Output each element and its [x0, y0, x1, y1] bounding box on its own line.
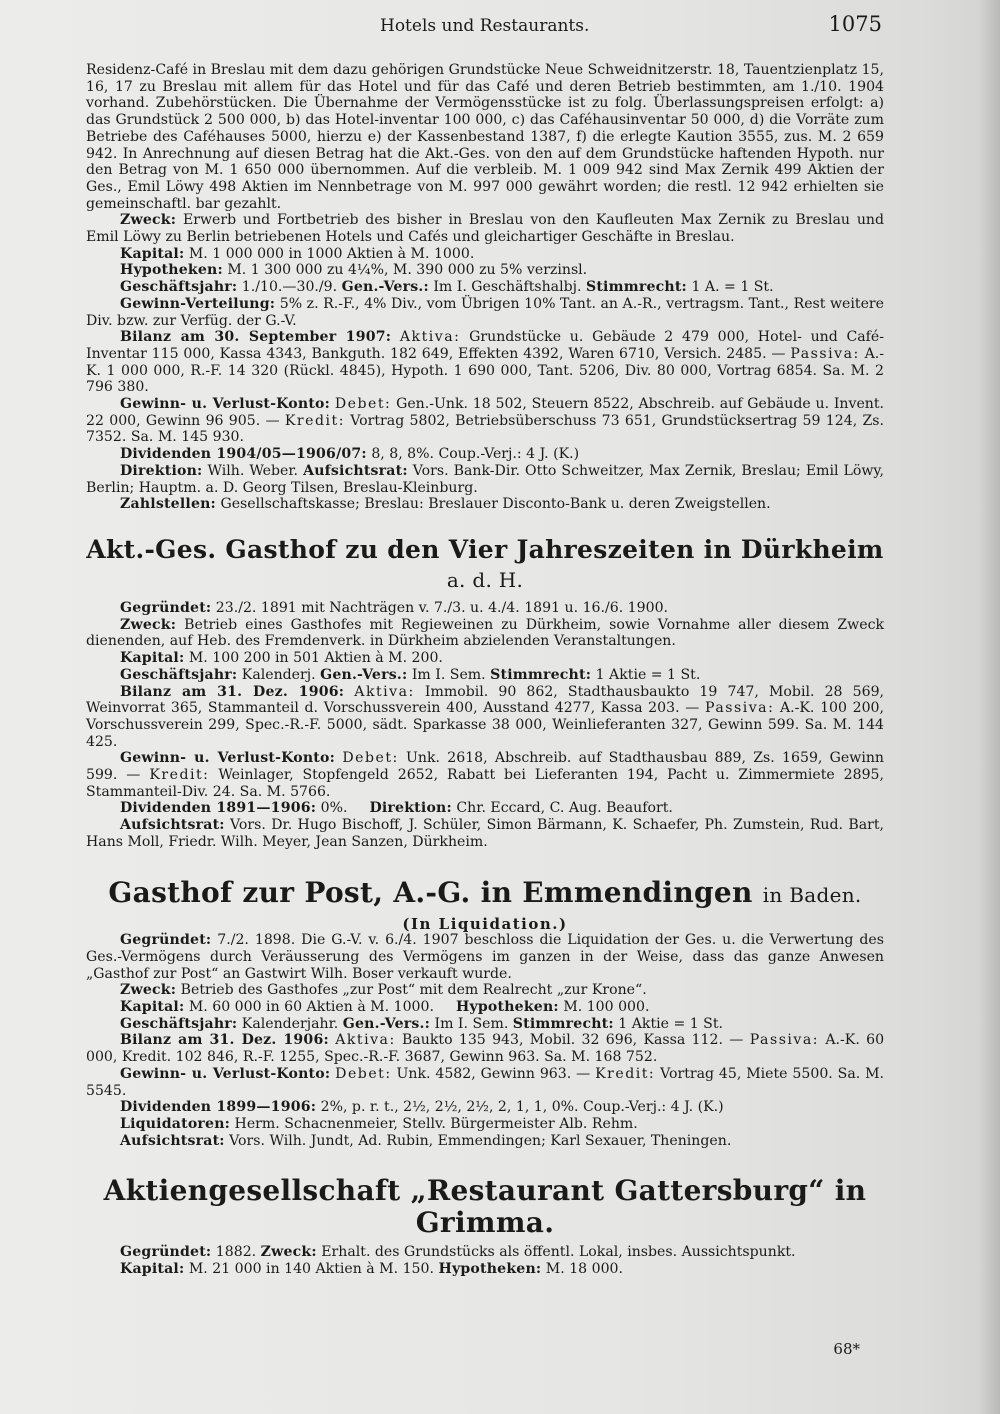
field-value: Erhalt. des Grundstücks als öffentl. Lokal, insbes. Aussichtspunkt. — [321, 1244, 796, 1261]
aktiva-value: Grundstücke u. Gebäude 2 479 000, Hotel- und Café-Inventar 115 000, Kassa 4343, Bankguth. 182 649, Effekten 4392, Waren 6710, Versich. 2485. — — [86, 329, 885, 362]
field-label: Gewinn- u. Verlust-Konto: — [120, 396, 331, 413]
sheet-signature: 68* — [833, 1340, 860, 1358]
field-label: Dividenden 1904/05—1906/07: — [120, 446, 367, 463]
kredit-label: Kredit: — [595, 1065, 656, 1082]
field-value: Im I. Sem. — [411, 666, 486, 683]
field-value: 23./2. 1891 mit Nachträgen v. 7./3. u. 4./4. 1891 u. 16./6. 1900. — [215, 599, 669, 616]
field-label: Kapital: — [120, 245, 185, 262]
field-value: Erwerb und Fortbetrieb des bisher in Breslau von den Kaufleuten Max Zernik zu Breslau und Emil Löwy zu Berlin betriebenen Hotels und Cafés und gleichartiger Geschäfte in Breslau. — [86, 212, 884, 246]
dividenden-line — [86, 446, 884, 463]
debet-value: Unk. 4582, Gewinn 963. — — [396, 1065, 591, 1082]
passiva-label: Passiva: — [704, 700, 775, 717]
field-label: Gen.-Vers.: — [341, 279, 429, 296]
bilanz-line — [86, 684, 884, 751]
field-value: Im I. Geschäftshalbj. — [433, 279, 582, 296]
kredit-label: Kredit: — [149, 767, 210, 784]
entry-grimma — [86, 1175, 884, 1277]
debet-label: Debet: — [334, 396, 392, 413]
guv-line — [86, 750, 884, 800]
field-value: Vors. Dr. Hugo Bischoff, J. Schüler, Simon Bärmann, K. Schaefer, Ph. Zumstein, Rud. Bart, Hans Moll, Friedr. Wilh. Meyer, Jean Sanzen, Dürkheim. — [86, 817, 884, 850]
passiva-value: A.-K. 60 000, Kredit. 102 846, R.-F. 1255, Spec.-R.-F. 3687, Gewinn 963. Sa. M. 168 752. — [86, 1032, 885, 1066]
field-value: M. 21 000 in 140 Aktien à M. 150. — [188, 1261, 434, 1278]
dividenden-line — [86, 1099, 884, 1116]
field-label: Hypotheken: — [438, 1261, 542, 1278]
field-value: 0%. — [320, 800, 348, 817]
debet-label: Debet: — [342, 750, 399, 767]
zweck-line — [86, 982, 884, 999]
field-value: 1 A. = 1 St. — [691, 279, 774, 296]
field-label: Kapital: — [120, 1261, 185, 1278]
field-value: Vors. Bank-Dir. Otto Schweitzer, Max Zernik, Breslau; Emil Löwy, Berlin; Hauptm. a. D. Georg Tilsen, Breslau-Kleinburg. — [86, 462, 884, 496]
kredit-value: Vortrag 45, Miete 5500. Sa. M. 5545. — [86, 1065, 885, 1099]
field-value: M. 60 000 in 60 Aktien à M. 1000. — [188, 999, 434, 1016]
field-label: Gewinn-Verteilung: — [120, 295, 276, 312]
company-heading — [86, 877, 884, 911]
field-label: Geschäftsjahr: — [120, 1015, 238, 1032]
geschaeftsjahr-line — [86, 667, 884, 684]
field-label: Zahlstellen: — [120, 496, 216, 513]
aktiva-label: Aktiva: — [354, 683, 415, 700]
field-value: 2%, p. r. t., 2½, 2½, 2½, 2, 1, 1, 0%. Coup.-Verj.: 4 J. (K.) — [320, 1099, 724, 1116]
field-label: Dividenden 1899—1906: — [120, 1099, 317, 1116]
kredit-label: Kredit: — [284, 412, 345, 429]
field-label: Gewinn- u. Verlust-Konto: — [120, 1065, 331, 1082]
field-value: 1 Aktie = 1 St. — [595, 666, 701, 683]
field-label: Stimmrecht: — [512, 1015, 614, 1032]
field-label: Aufsichtsrat: — [120, 817, 225, 834]
field-label: Zweck: — [120, 212, 177, 229]
bilanz-line — [86, 329, 884, 396]
field-label: Kapital: — [120, 650, 185, 667]
field-value: Im I. Sem. — [434, 1015, 509, 1032]
kapital-line — [86, 650, 884, 667]
entry-duerkheim — [86, 535, 884, 851]
debet-label: Debet: — [335, 1065, 392, 1082]
field-label: Hypotheken: — [455, 999, 559, 1016]
field-label: Direktion: — [120, 462, 203, 479]
gewinnverteilung-line — [86, 296, 884, 329]
running-header — [88, 12, 882, 36]
debet-value: Gen.-Unk. 18 502, Steuern 8522, Abschreib. auf Gebäude u. Invent. 22 000, Gewinn 96 905. — — [86, 396, 885, 429]
field-label: Gegründet: — [120, 932, 212, 949]
passiva-label: Passiva: — [749, 1032, 820, 1049]
aktiva-value: Baukto 135 943, Mobil. 32 696, Kassa 112. — — [402, 1032, 744, 1049]
company-suffix: a. d. H. — [446, 567, 524, 592]
page-title: Hotels und Restaurants. — [380, 16, 590, 36]
kapital-line — [86, 246, 884, 263]
field-value: 5% z. R.-F., 4% Div., vom Übrigen 10% Tant. an A.-R., vertragsm. Tant., Rest weitere Div. bzw. zur Verfüg. der G.-V. — [86, 295, 884, 329]
field-value: Wilh. Weber. — [207, 462, 299, 479]
direktion-line — [86, 463, 884, 496]
dividenden-line — [86, 800, 884, 817]
field-value: M. 100 000. — [563, 999, 650, 1016]
zahlstellen-line — [86, 496, 884, 513]
field-value: 8, 8, 8%. Coup.-Verj.: 4 J. (K.) — [371, 446, 580, 463]
field-value: 1./10.—30./9. — [241, 279, 338, 296]
field-value: Kalenderjahr. — [241, 1015, 339, 1032]
zweck-line — [86, 617, 884, 650]
field-label: Stimmrecht: — [490, 666, 592, 683]
aktiva-label: Aktiva: — [399, 329, 461, 346]
field-label: Gegründet: — [120, 599, 212, 616]
aufsichtsrat-line — [86, 1133, 884, 1150]
field-value: 1 Aktie = 1 St. — [618, 1015, 723, 1032]
field-value: M. 100 200 in 501 Aktien à M. 200. — [188, 650, 443, 667]
company-heading — [86, 535, 884, 595]
page-edge-shadow — [978, 0, 1000, 1414]
field-value: Betrieb des Gasthofes „zur Post“ mit dem Realrecht „zur Krone“. — [180, 982, 647, 999]
gegruendet-line — [86, 600, 884, 617]
field-label: Stimmrecht: — [585, 279, 687, 296]
field-label: Gewinn- u. Verlust-Konto: — [120, 750, 336, 767]
field-label: Geschäftsjahr: — [120, 279, 238, 296]
field-label: Zweck: — [120, 616, 177, 633]
field-value: 7./2. 1898. Die G.-V. v. 6./4. 1907 beschloss die Liquidation der Ges. u. die Verwertung des Ges.-Vermögens durch Veräusserung des Vermögens im ganzen in der Weise, dass das ganze Anwesen „Gasthof zur Post“ an Gastwirt Wilh. Boser verkauft wurde. — [86, 932, 884, 982]
hypotheken-line — [86, 262, 884, 279]
kredit-value: Vortrag 5802, Betriebsüberschuss 73 651, Grundstücksertrag 59 124, Zs. 7352. Sa. M. 145 930. — [86, 412, 884, 446]
field-label: Geschäftsjahr: — [120, 666, 238, 683]
field-label: Zweck: — [260, 1244, 317, 1261]
guv-line — [86, 396, 884, 446]
field-value: M. 18 000. — [545, 1261, 623, 1278]
field-label: Dividenden 1891—1906: — [120, 800, 317, 817]
field-label: Liquidatoren: — [120, 1115, 231, 1132]
field-value: Betrieb eines Gasthofes mit Regieweinen zu Dürkheim, sowie Vornahme aller diesem Zweck dienenden, auf Heb. des Fremdenverk. in Dürkheim abzielenden Veranstaltungen. — [86, 616, 885, 650]
field-value: Vors. Wilh. Jundt, Ad. Rubin, Emmendingen; Karl Sexauer, Theningen. — [229, 1132, 732, 1149]
field-label: Aufsichtsrat: — [303, 462, 408, 479]
kapital-line — [86, 999, 884, 1016]
geschaeftsjahr-line — [86, 1016, 884, 1033]
field-value: M. 1 000 000 in 1000 Aktien à M. 1000. — [188, 245, 475, 262]
aufsichtsrat-line — [86, 817, 884, 850]
entry-breslau-continued — [86, 62, 884, 513]
company-heading: Aktiengesellschaft „Restaurant Gattersburg“ in Grimma. — [103, 1174, 867, 1240]
passiva-value: A.-K. 1 000 000, R.-F. 14 320 (Rückl. 4845), Hypoth. 1 690 000, Tant. 5206, Div. 80 000, Vortrag 6854. Sa. M. 2 796 380. — [86, 345, 885, 396]
aktiva-label: Aktiva: — [335, 1032, 396, 1049]
entry-emmendingen — [86, 877, 884, 1150]
field-label: Gegründet: — [120, 1244, 212, 1261]
field-value: 1882. — [215, 1244, 257, 1261]
kapital-line — [86, 1261, 884, 1278]
bilanz-line — [86, 1032, 884, 1065]
field-value: M. 1 300 000 zu 4¼%, M. 390 000 zu 5% verzinsl. — [227, 262, 588, 279]
field-label: Aufsichtsrat: — [120, 1132, 225, 1149]
entry-paragraph: Residenz-Café in Breslau mit dem dazu gehörigen Grundstücke Neue Schweidnitzerstr. 18, Tauentzienplatz 15, 16, 17 zu Breslau mit allem für das Hotel und für das Café und deren Betrieb bestimmten, am 1./10. 1904 vorhand. Zubehörstücken. Die Übernahme der Vermögensstücke ist zu folg. Überlassungspreisen erfolgt: a) das Grundstück 2 500 000, b) das Hotel-inventar 100 000, c) das Caféhausinventar 50 000, d) die Vorräte zum Betriebe des Caféhauses 5000, hierzu e) der Kassenbestand 1387, f) die erlegte Kaution 3555, zus. M. 2 659 942. In Anrechnung auf diesen Betrag hat die Akt.-Ges. von den auf dem Grundstücke haftenden Hypoth. nur den Betrag von M. 1 650 000 übernommen. Auf die verbleib. M. 1 009 942 sind Max Zernik 499 Aktien der Ges., Emil Löwy 498 Aktien im Nennbetrage von M. 997 000 gewährt worden; die restl. 12 942 erhielten sie gemeinschaftl. bar gezahlt. — [86, 62, 884, 212]
field-label: Kapital: — [120, 999, 185, 1016]
field-label: Bilanz am 30. September 1907: — [120, 329, 392, 346]
field-label: Bilanz am 31. Dez. 1906: — [120, 683, 345, 700]
zweck-line — [86, 212, 884, 245]
liquidatoren-line — [86, 1116, 884, 1133]
geschaeftsjahr-line — [86, 279, 884, 296]
passiva-label: Passiva: — [790, 345, 860, 362]
field-label: Bilanz am 31. Dez. 1906: — [120, 1032, 329, 1049]
field-label: Hypotheken: — [120, 262, 223, 279]
company-suffix: in Baden. — [762, 882, 862, 907]
field-label: Zweck: — [120, 982, 177, 999]
field-label: Gen.-Vers.: — [342, 1015, 431, 1032]
company-name: Akt.-Ges. Gasthof zu den Vier Jahreszeiten in Dürkheim — [86, 534, 884, 564]
field-value: Chr. Eccard, C. Aug. Beaufort. — [456, 800, 673, 817]
gegruendet-line — [86, 1244, 884, 1261]
liquidation-subheading: (In Liquidation.) — [402, 914, 568, 933]
debet-value: Unk. 2618, Abschreib. auf Stadthausbau 889, Zs. 1659, Gewinn 599. — — [86, 750, 884, 784]
kredit-value: Weinlager, Stopfengeld 2652, Rabatt bei Lieferanten 194, Pacht u. Zimmermiete 2895, Stammanteil-Div. 24. Sa. M. 5766. — [86, 767, 885, 800]
gegruendet-line — [86, 932, 884, 982]
company-name: Gasthof zur Post, A.-G. in Emmendingen — [108, 875, 753, 909]
field-value: Kalenderj. — [241, 666, 316, 683]
field-label: Direktion: — [369, 800, 452, 817]
passiva-value: A.-K. 100 200, Vorschussverein 299, Spec.-R.-F. 5000, sädt. Sparkasse 38 000, Weinlieferanten 327, Gewinn 599. Sa. M. 144 425. — [86, 700, 885, 750]
page-number: 1075 — [828, 12, 882, 36]
guv-line — [86, 1066, 884, 1099]
field-value: Herm. Schacnenmeier, Stellv. Bürgermeister Alb. Rehm. — [234, 1115, 638, 1132]
aktiva-value: Immobil. 90 862, Stadthausbaukto 19 747, Mobil. 28 569, Weinvorrat 365, Stammanteil d. Vorschussverein 400, Ausstand 4277, Kassa 203. — — [86, 683, 885, 717]
field-label: Gen.-Vers.: — [320, 666, 408, 683]
page-body — [86, 62, 884, 1278]
field-value: Gesellschaftskasse; Breslau: Breslauer Disconto-Bank u. deren Zweigstellen. — [220, 496, 771, 513]
